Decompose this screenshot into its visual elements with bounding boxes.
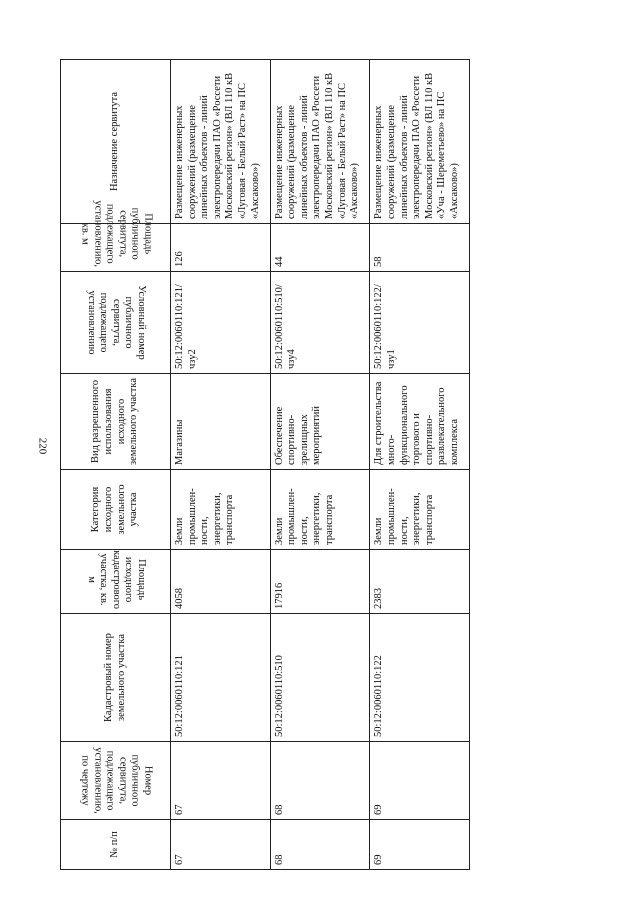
cell-cadastral-number: 50:12:0060110:510 bbox=[270, 614, 370, 742]
cell-category: Земли промышлен-ности, энергетики, транспорта bbox=[171, 470, 271, 550]
cell-number: 67 bbox=[171, 820, 271, 870]
cell-number: 69 bbox=[370, 820, 470, 870]
cell-servitude-number: 69 bbox=[370, 742, 470, 820]
header-number: № п/п bbox=[61, 820, 171, 870]
cell-purpose: Размещение инженерных сооружений (размещение линейных объектов - линий электропередачи ПАО «Россети Московский регион» (ВЛ 110 кВ «Уча - Шереметьево» на ПС «Аксаково») bbox=[370, 60, 470, 224]
servitude-table bbox=[60, 59, 470, 870]
table-row bbox=[270, 60, 370, 870]
cell-permitted-use: Для строительства много-функционального торгового и спортивно-развлекательного комплекса bbox=[370, 374, 470, 470]
cell-category: Земли промышлен-ности, энергетики, транспорта bbox=[270, 470, 370, 550]
header-servitude-area: Площадь публичного сервитута, подлежащего установлению, кв. м bbox=[61, 224, 171, 272]
page-number: 220 bbox=[36, 437, 49, 455]
header-servitude-number: Номер публичного сервитута, подлежащего установлению, по чертежу bbox=[61, 742, 171, 820]
cell-source-area: 17916 bbox=[270, 550, 370, 614]
cell-purpose: Размещение инженерных сооружений (размещение линейных объектов - линий электропередачи ПАО «Россети Московский регион» (ВЛ 110 кВ «Луговая - Белый Раст» на ПС «Аксаково») bbox=[171, 60, 271, 224]
cell-servitude-area: 126 bbox=[171, 224, 271, 272]
cell-servitude-area: 58 bbox=[370, 224, 470, 272]
cell-cadastral-number: 50:12:0060110:121 bbox=[171, 614, 271, 742]
header-conditional-number: Условный номер публичного сервитута, подлежащего установлению bbox=[61, 272, 171, 374]
cell-number: 68 bbox=[270, 820, 370, 870]
cell-conditional-number: 50:12:0060110:121/чзу2 bbox=[171, 272, 271, 374]
header-row bbox=[61, 60, 171, 870]
header-permitted-use: Вид разрешенного использования исходного земельного участка bbox=[61, 374, 171, 470]
cell-conditional-number: 50:12:0060110:122/чзу1 bbox=[370, 272, 470, 374]
cell-servitude-number: 67 bbox=[171, 742, 271, 820]
cell-conditional-number: 50:12:0060110:510/чзу4 bbox=[270, 272, 370, 374]
cell-purpose: Размещение инженерных сооружений (размещение линейных объектов - линий электропередачи ПАО «Россети Московский регион» (ВЛ 110 кВ «Луговая - Белый Раст» на ПС «Аксаково») bbox=[270, 60, 370, 224]
cell-servitude-area: 44 bbox=[270, 224, 370, 272]
header-source-area: Площадь исходного кадастрового участка, кв. м bbox=[61, 550, 171, 614]
table-row bbox=[171, 60, 271, 870]
cell-source-area: 4058 bbox=[171, 550, 271, 614]
table-row bbox=[370, 60, 470, 870]
header-category: Категория исходного земельного участка bbox=[61, 470, 171, 550]
header-cadastral-number: Кадастровый номер земельного участка bbox=[61, 614, 171, 742]
header-purpose: Назначение сервитута bbox=[61, 60, 171, 224]
cell-servitude-number: 68 bbox=[270, 742, 370, 820]
rotated-table-container bbox=[60, 60, 470, 870]
cell-permitted-use: Магазины bbox=[171, 374, 271, 470]
cell-cadastral-number: 50:12:0060110:122 bbox=[370, 614, 470, 742]
cell-source-area: 2383 bbox=[370, 550, 470, 614]
cell-category: Земли промышлен-ности, энергетики, транспорта bbox=[370, 470, 470, 550]
cell-permitted-use: Обеспечение спортивно-зрелищных мероприятий bbox=[270, 374, 370, 470]
